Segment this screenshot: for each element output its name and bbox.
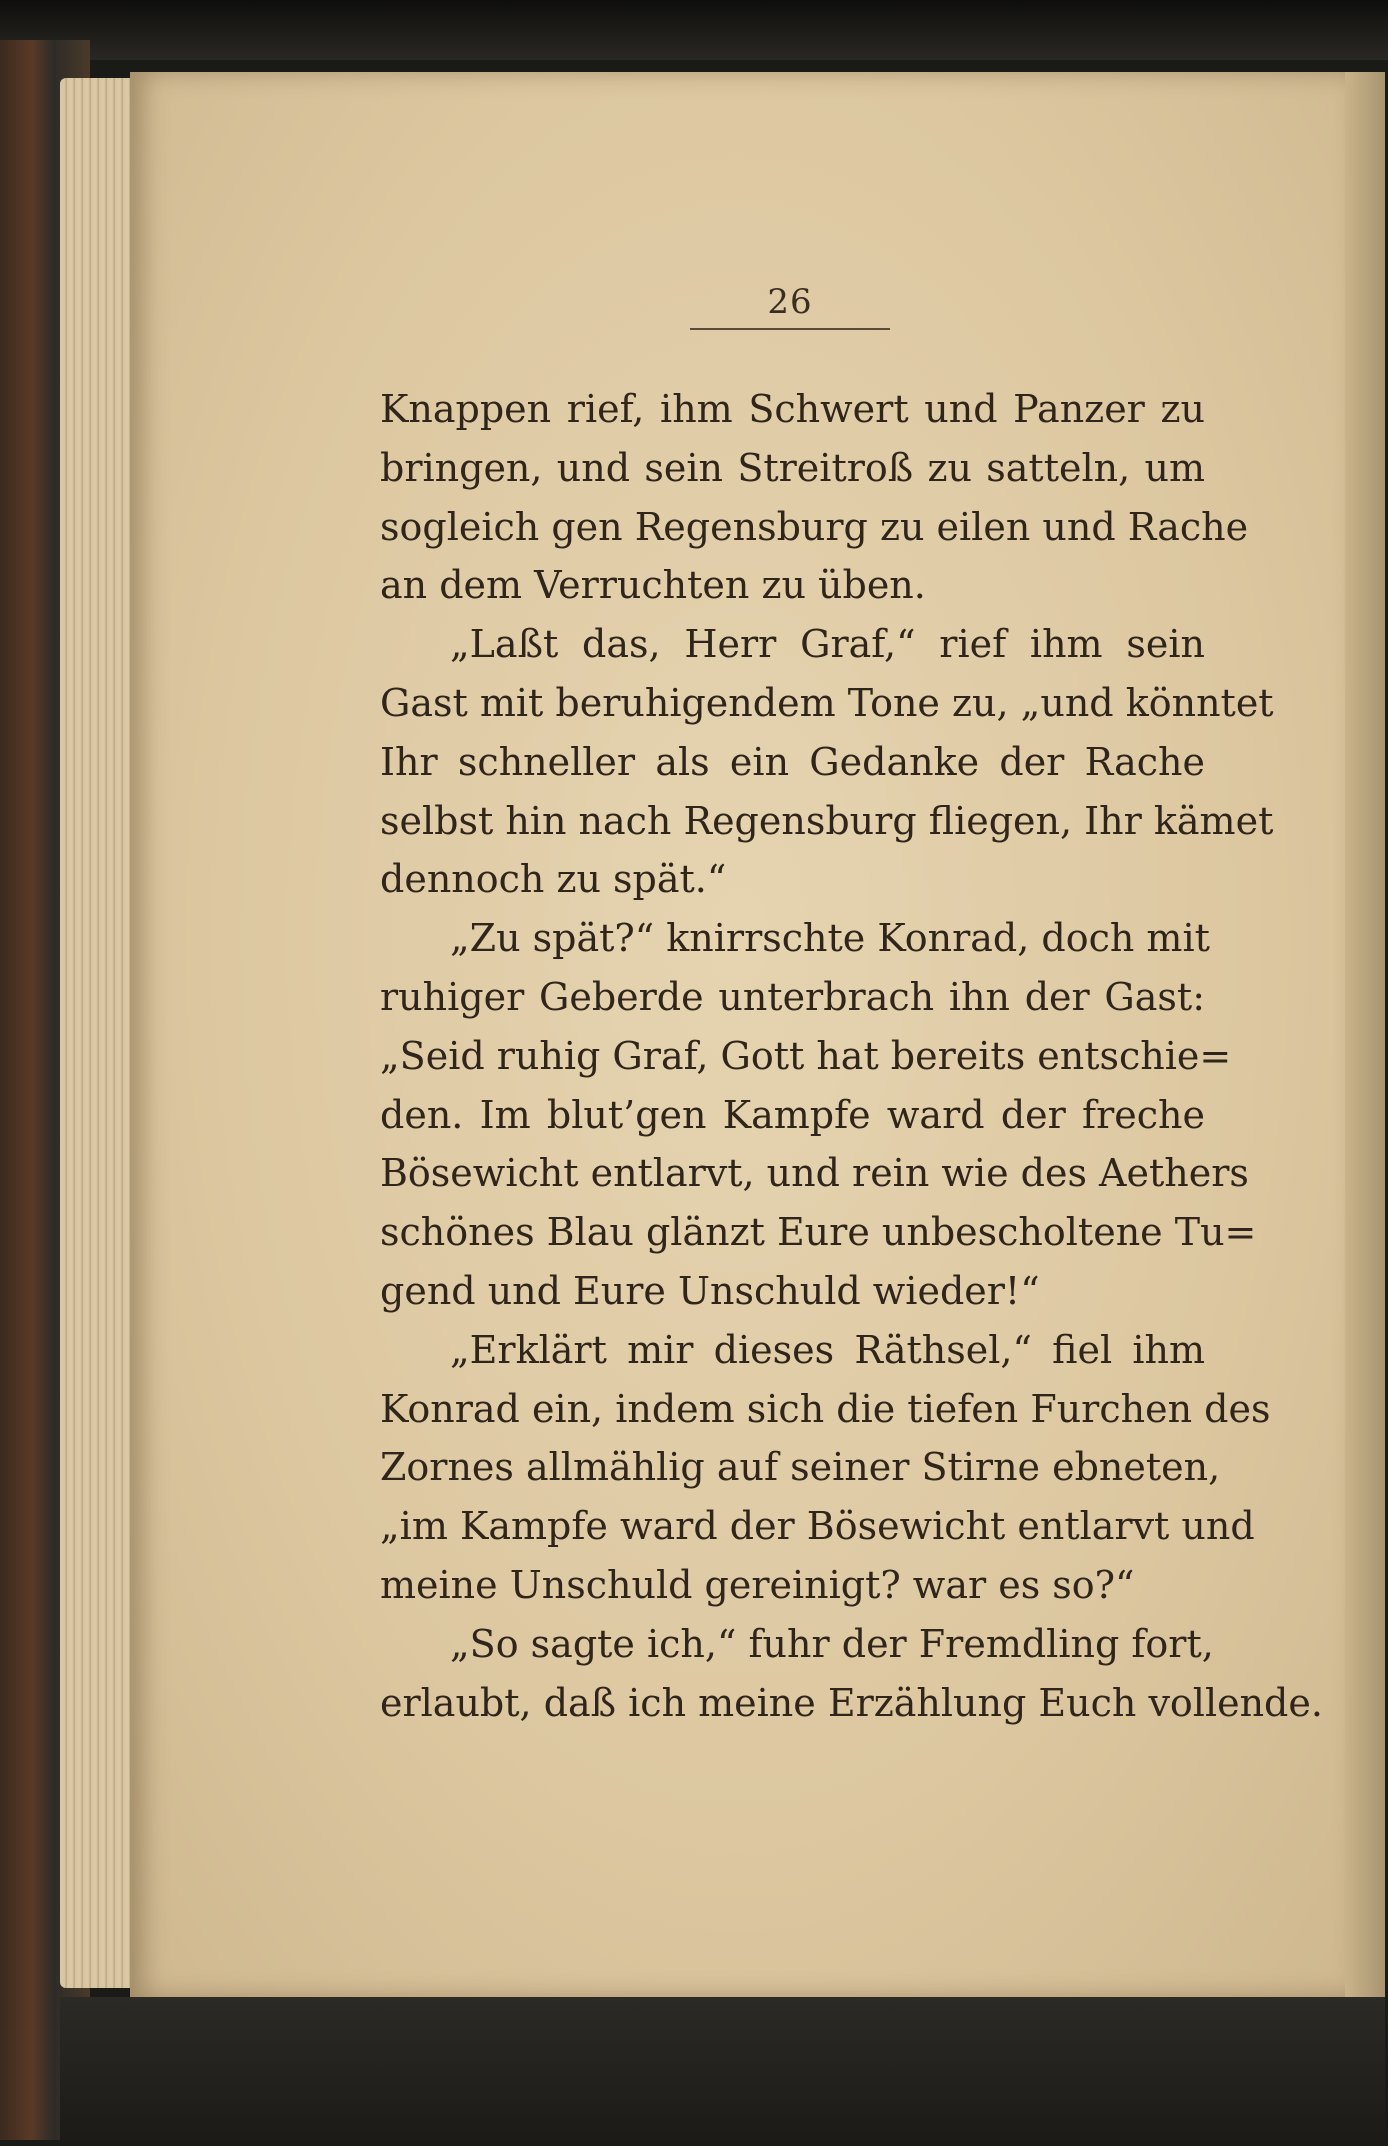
page-right-edge [1345,72,1385,1997]
text-line: selbst hin nach Regensburg fliegen, Ihr kämet [380,798,1274,843]
text-line: meine Unschuld gereinigt? war es so?“ [380,1562,1135,1607]
body-text [380,380,1323,1732]
page-number: 26 [767,282,813,322]
header-rule [690,328,890,330]
text-line: „Zu spät?“ knirrschte Konrad, doch mit [450,916,1210,961]
text-line: „Erklärt mir dieses Räthsel,“ fiel ihm [450,1327,1205,1372]
book-bottom-edge [60,1997,1385,2146]
text-line: schönes Blau glänzt Eure unbescholtene Tu= [380,1210,1257,1255]
text-line: ruhiger Geberde unterbrach ihn der Gast: [380,974,1205,1019]
text-line: Bösewicht entlarvt, und rein wie des Aethers [380,1151,1249,1196]
text-line: Zornes allmählig auf seiner Stirne ebneten, [380,1445,1221,1490]
text-line: gend und Eure Unschuld wieder!“ [380,1268,1040,1313]
text-line: Konrad ein, indem sich die tiefen Furchen des [380,1386,1271,1431]
text-line: „Seid ruhig Graf, Gott hat bereits entschie= [380,1033,1232,1078]
text-line: Gast mit beruhigendem Tone zu, „und könntet [380,680,1274,725]
text-line: dennoch zu spät.“ [380,857,727,902]
text-line: den. Im blut’gen Kampfe ward der freche [380,1092,1205,1137]
text-line: bringen, und sein Streitroß zu satteln, um [380,445,1205,490]
text-line: an dem Verruchten zu üben. [380,563,926,608]
text-line: sogleich gen Regensburg zu eilen und Rache [380,504,1249,549]
text-line: „So sagte ich,“ fuhr der Fremdling fort, [450,1621,1214,1666]
text-line: Ihr schneller als ein Gedanke der Rache [380,739,1205,784]
text-line: erlaubt, daß ich meine Erzählung Euch vollende. [380,1680,1323,1725]
book-cover-top [0,0,1388,60]
text-line: „Laßt das, Herr Graf,“ rief ihm sein [450,622,1205,667]
text-line: Knappen rief, ihm Schwert und Panzer zu [380,387,1205,431]
text-line: „im Kampfe ward der Bösewicht entlarvt und [380,1504,1255,1549]
